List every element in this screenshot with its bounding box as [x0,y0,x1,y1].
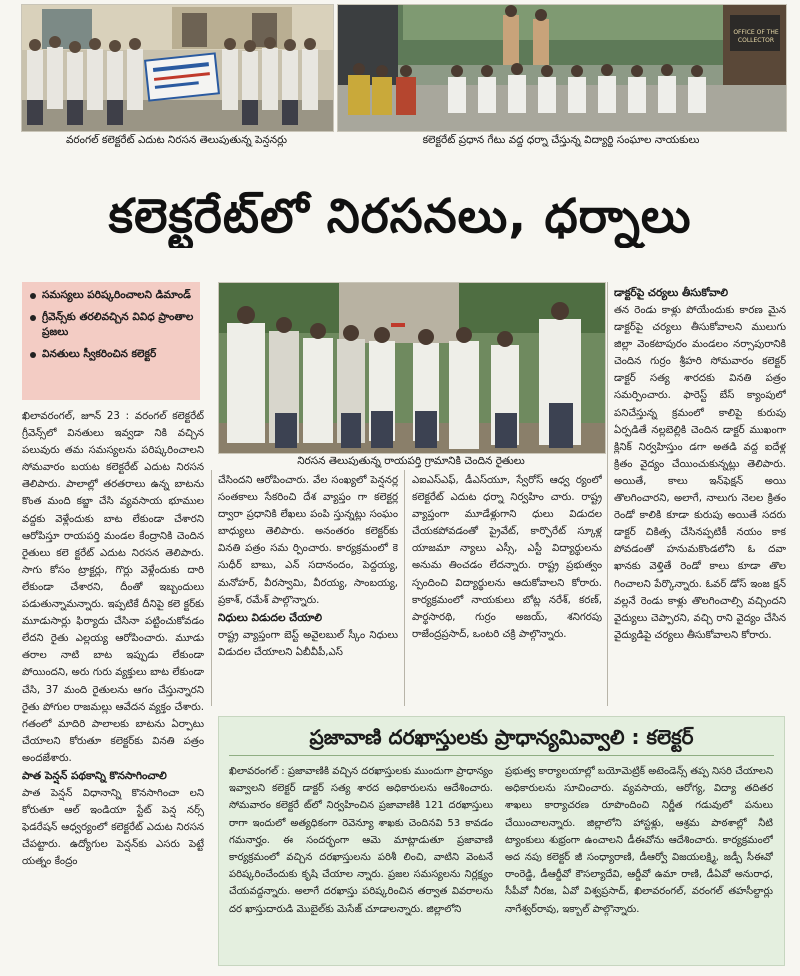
article-paragraph: ఖిలావరంగల్, జూన్ 23 : వరంగల్ కలెక్టరేట్ గ్రీవెన్స్‌లో వినతులు ఇవ్వడా నికి వచ్చిన పలువురు తమ సమస్యలను పరిష్కరించాలని సోమవారం బయట కలెక్టరేట్ ఎదుట నిరసన తెలిపారు. పాలాల్లో తరతరాలు ఉన్న బాటను కొంత మంది కబ్జా చేసి వ్యవసాయ భూముల వద్దకు వెళ్లేందుకు బాట లేకుండా చేశారని ఆరోపిస్తూ రాయపర్తి మండల కేంద్రానికి చెందిన రైతులు కలె క్టరేట్ ఎదుట నిరసన తెలిపారు. సాగు కోసం ట్రాక్టర్లు, గొర్లు వెళ్లేందుకు దారి లేకుండా చేశారని, దీంతో ఇబ్బందులు పడుతున్నామన్నారు. ఇప్పటికే దీనిపై కలె క్టర్‌కు మూడుసార్లు ఫిర్యాదు చేసినా పట్టించుకోవడం లేదని రైతు ఎల్లయ్య ఆరోపించారు. మూడు తరాల నాటి బాట ఇప్పుడు లేకుండా పోయిందని, అరు గురు వ్యక్తులు బాట లేకుండా చేసి, 37 మంది రైతులను ఆగం చేస్తున్నారని రైతు పోగుల రాజమల్లు ఆవేదన వ్యక్తం చేశారు. గతంలో మాదిరి పాలాలకు బాటను ఏర్పాటు చేయాలని కోరుతూ కలెక్టర్‌కు వినతి పత్రం అందజేశారు. [22,411,204,764]
column-rule [211,470,212,706]
article-paragraph: తన రెండు కాళ్లు పోయేందుకు కారణ మైన డాక్టర్‌పై చర్యలు తీసుకోవాలని ములుగు జిల్లా వెంకటాపురం మండలం నర్సాపురానికి చెందిన గుర్రం శ్రీహరి సోమవారం కలెక్టర్ డాక్టర్ సత్య శారదకు వినతి పత్రం సమర్పించారు. ఫారెస్ట్ బేస్ క్యాంపులో పనిచేస్తున్న క్రమంలో కాలిపై కురుపు ఏర్పడితే నల్లబెల్లికి చెందిన డాక్టర్ ముఖంగా క్లినిక్ నిర్వహిస్తుం డగా అతడి వద్ద ఐదేళ్ల క్రితం వైద్యం చేయించుకున్నట్లు తెలిపారు. అయితే, కాలు ఇన్‌ఫెక్షన్ అయి తొలగించారని, అలాగే, నాలుగు నెలల క్రితం రెండో కాలికి కూడా కురుపు అయితే సదరు డాక్టర్ చికిత్స చేసినప్పటికీ నయం కాక పోవడంతో హనుమకొండలోని ఓ దవా ఖానకు వెళ్తితే రెండో కాలు కూడా తొల గించాలని పేర్కొన్నారు. ఓవర్ డోస్ ఇంజ క్షన్ వల్లనే రెండు కాళ్లు తొలగించాల్సి వచ్చిందని వైద్యులు చెప్పారని, వచ్చి రాని వైద్యం చేసిన వైద్యుడిపై చర్యలు తీసుకోవాలని కోరారు. [614,305,786,641]
article-paragraph: చేసిందని ఆరోపించారు. వేల సంఖ్యలో పెన్షనర్ల సంతకాలు సేకరించి దేశ వ్యాప్తం గా కలెక్టర్ల ద్వారా ప్రధానికి లేఖలు పంపి స్తున్నట్లు సంఘం బాధ్యులు తెలిపారు. అనంతరం కలెక్టర్‌కు వినతి పత్రం సమ ర్పించారు. కార్యక్రమంలో కె సుధీర్ బాబు, ఎన్ సదానందం, పెద్దయ్య, మనోహర్, వీరస్వామి, వీరయ్య, సాంబయ్య, ప్రకాశ్, రమేశ్ పాల్గొన్నారు. [218,475,398,606]
pensioners-photo-caption: వరంగల్ కలెక్టరేట్ ఎదుట నిరసన తెలుపుతున్న పెన్షనర్లు [65,134,288,146]
box-column-left [229,763,493,961]
bullet-icon [30,315,36,321]
box-column-right [505,763,773,961]
column-rule [404,470,405,706]
article-column-1 [22,408,204,970]
headline: కలెక్టరేట్‌లో నిరసనలు, ధర్నాలు [108,189,692,244]
farmers-protest-photo [218,282,606,454]
subheading: పాత పెన్షన్ పథకాన్ని కొనసాగించాలి [22,769,167,782]
highlight-item [28,310,194,340]
article-paragraph: ప్రభుత్వ కార్యాలయాల్లో బయోమెట్రిక్ అటెండెన్స్ తప్ప నిసరి చేయాలని అధికారులను సూచించారు. వ్యవసాయ, ఆరోగ్య, విద్యా తదితర శాఖలు కార్యాచరణ రూపొందించి నిర్ణీత గడువులో పనులు చేయించాలన్నారు. జిల్లాలోని హాస్టళ్లు, ఆశ్రమ పాఠశాల్లో నీటి ట్యాంకులు శుభ్రంగా ఉంచాలని డీఈవోను ఆదేశించారు. కార్యక్రమంలో అద నపు కలెక్టర్ జీ సంధ్యారాణి, డీఆర్వో విజయలక్ష్మి, జడ్పీ సీఈవో రాంరెడ్డి, డీఆర్డీవో కౌసల్యాదేవి, ఆర్డీవో ఉమా రాణి, డీఏవో అనురాధ, సీపీవో నీరజ, ఏవో విశ్వప్రసాద్, ఖిలావరంగల్, వరంగల్ తహసీల్దార్లు నాగేశ్వర్‌రావు, ఇక్బాల్ పాల్గొన్నారు. [505,766,773,915]
prajavani-box [218,716,785,966]
highlight-item [28,347,194,362]
students-photo-caption: కలెక్టరేట్ ప్రధాన గేటు వద్ద ధర్నా చేస్తున్న విద్యార్థి సంఘాల నాయకులు [422,134,700,146]
bullet-icon [30,352,36,358]
box-divider [229,755,774,756]
highlight-text: గ్రీవెన్స్‌కు తరలివచ్చిన వివిధ ప్రాంతాల ప్రజలు [42,311,194,338]
highlights-box [22,282,200,400]
article-paragraph: ఎఐఎస్‌ఎఫ్, డీఎస్‌యూ, స్వేరోస్ ఆధ్వ ర్యంలో కలెక్టరేట్ ఎదుట ధర్నా నిర్వహిం చారు. రాష్ట్ర వ్యాప్తంగా మూడేళ్లుగాని ధులు విడుదల చేయకపోవడంతో ప్రైవేట్, కార్పొరేట్ స్కూళ్ల యాజమా న్యాలు ఎస్సీ, ఎస్టీ విద్యార్థులను అనుమ తించడం లేదన్నారు. రాష్ట్ర ప్రభుత్వం స్పందించి విద్యార్థులను ఆదుకోవాలని కోరారు. కార్యక్రమంలో నాయకులు బోట్ల నరేశ్, కరణ్, పార్థసారథి, గుర్రం అజయ్, శనిగరపు రాజేంద్రప్రసాద్, ఒంటరి చక్రి పాల్గొన్నారు. [412,475,602,640]
pensioners-protest-illustration [22,5,333,131]
article-column-2 [218,472,398,708]
students-dharna-illustration [338,5,786,131]
subheading: డాక్టర్‌పై చర్యలు తీసుకోవాలి [614,287,728,299]
article-column-3 [412,472,602,708]
subheading: నిధులు విడుదల చేయాలి [218,611,323,624]
pensioners-protest-photo [21,4,334,132]
students-dharna-photo [337,4,787,132]
column-rule [607,282,608,706]
box-title: ప్రజావాణి దరఖాస్తులకు ప్రాధాన్యమివ్వాలి : కలెక్టర్ [309,725,694,749]
farmers-photo-caption: నిరసన తెలుపుతున్న రాయపర్తి గ్రామానికి చెందిన రైతులు [297,455,525,467]
article-paragraph: రాష్ట్ర వ్యాప్తంగా బెస్ట్ అవైలబుల్ స్కీం నిధులు విడుదల చేయాలని ఏబీవీపీ,ఎస్ [218,629,398,658]
highlight-item [28,288,194,303]
highlight-text: సమస్యలు పరిష్కరించాలని డిమాండ్ [42,289,191,301]
farmers-protest-illustration [219,283,605,453]
bullet-icon [30,293,36,299]
article-paragraph: పాత పెన్షన్ విధానాన్ని కొనసాగించా లని కోరుతూ ఆల్ ఇండియా స్టేట్ పెన్ష నర్స్ ఫెడరేషన్ ఆధ్వర్యంలో కలెక్టరేట్ ఎదుట నిరసన చేపట్టారు. ఉద్యోగుల పెన్షన్‌కు ఎసరు పెట్టే యత్నం కేంద్రం [22,787,204,868]
article-paragraph: ఖిలావరంగల్ : ప్రజావాణికి వచ్చిన దరఖాస్తులకు ముందుగా ప్రాధాన్యం ఇవ్వాలని కలెక్టర్ డాక్టర్ సత్య శారద అధికారులను ఆదేశించారు. సోమవారం కలెక్టరే ట్‌లో నిర్వహించిన ప్రజావాణికి 121 దరఖాస్తులు రాగా ఇందులో అత్యధికంగా రెవెన్యూ శాఖకు చెందినవి 53 కావడం గమనార్హం. ఈ సందర్భంగా ఆమె మాట్లాడుతూ ప్రజావాణి కార్యక్రమంలో వచ్చిన దరఖాస్తులను పరిశీ లించి, వాటిని వెంటనే పరిష్కరించేందుకు కృషి చేయాల న్నారు. ప్రజల సమస్యలను నిర్లక్ష్యం చేయవద్దన్నారు. అలాగే దరఖాస్తు పరిష్కరించిన తర్వాత వివరాలను దర ఖాస్తుదారుడి మొబైల్‌కు మెసేజ్ చూడాలన్నారు. జిల్లాలోని [229,766,493,915]
article-column-4 [614,284,786,708]
collector-office-sign: OFFICE OF THE COLLECTOR [733,29,779,44]
highlight-text: వినతులు స్వీకరించిన కలెక్టర్ [42,348,157,360]
